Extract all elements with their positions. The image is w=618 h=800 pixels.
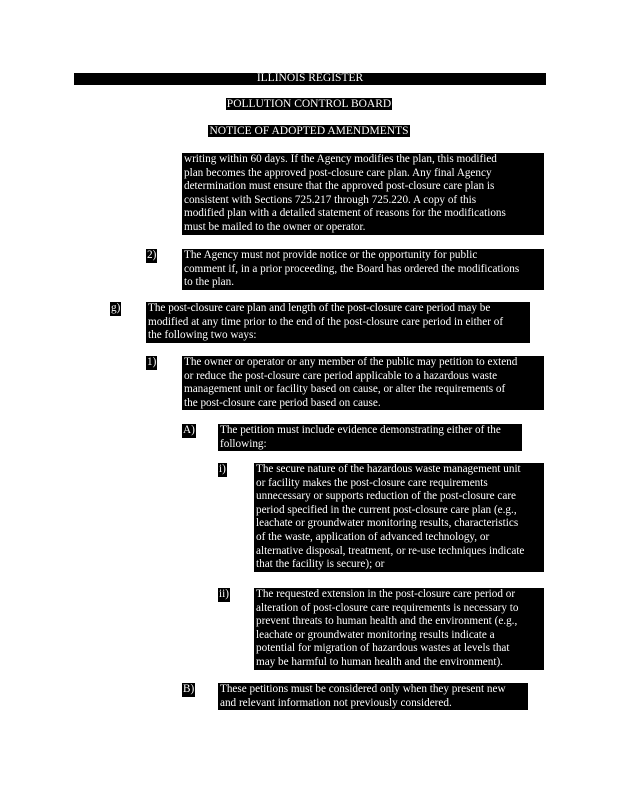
- text-line: The secure nature of the hazardous waste management unit: [256, 463, 521, 475]
- text-line: potential for migration of hazardous wastes at levels that: [256, 642, 510, 655]
- paragraph-1: [182, 356, 544, 410]
- text-line: or reduce the post-closure care period applicable to a hazardous waste: [184, 369, 498, 382]
- paragraph-a: [218, 424, 522, 451]
- text-line: writing within 60 days. If the Agency modifies the plan, this modified: [184, 153, 497, 165]
- text-line: that the facility is secure); or: [256, 558, 385, 571]
- paragraph-2: [182, 249, 544, 290]
- text-line: The Agency must not provide notice or the opportunity for public: [184, 249, 478, 261]
- text-line: or facility makes the post-closure care requirements: [256, 476, 488, 489]
- text-line: modified plan with a detailed statement of reasons for the modifications: [184, 207, 506, 220]
- text-line: consistent with Sections 725.217 through 725.220. A copy of this: [184, 193, 477, 206]
- text-line: modified at any time prior to the end of the post-closure care period in either of: [148, 315, 504, 328]
- text-line: The post-closure care plan and length of the post-closure care period may be: [148, 302, 491, 314]
- text-line: may be harmful to human health and the environment).: [256, 655, 503, 668]
- text-line: determination must ensure that the approved post-closure care plan is: [184, 180, 495, 193]
- register-title: ILLINOIS REGISTER: [256, 72, 364, 84]
- text-line: and relevant information not previously considered.: [220, 696, 452, 709]
- text-line: These petitions must be considered only when they present new: [220, 683, 506, 695]
- text-line: following:: [220, 437, 267, 450]
- text-line: to the plan.: [184, 276, 235, 289]
- item-label-i: i): [219, 463, 226, 475]
- text-line: leachate or groundwater monitoring results indicate a: [256, 628, 495, 641]
- item-label-1: 1): [147, 356, 157, 368]
- item-label-ii: ii): [219, 588, 229, 600]
- board-title: POLLUTION CONTROL BOARD: [226, 98, 392, 110]
- text-line: The owner or operator or any member of the public may petition to extend: [184, 356, 518, 368]
- paragraph-i: [254, 463, 544, 572]
- paragraph-g: [146, 302, 530, 343]
- text-line: plan becomes the approved post-closure care plan. Any final Agency: [184, 166, 492, 179]
- text-line: must be mailed to the owner or operator.: [184, 220, 366, 233]
- text-line: alternative disposal, treatment, or re-use techniques indicate: [256, 544, 525, 557]
- item-label-b: B): [183, 683, 195, 695]
- notice-title: NOTICE OF ADOPTED AMENDMENTS: [209, 125, 409, 137]
- text-line: the post-closure care period based on cause.: [184, 396, 381, 409]
- text-line: The requested extension in the post-closure care period or: [256, 588, 516, 600]
- notice-title-line: [0, 125, 618, 137]
- text-line: period specified in the current post-closure care plan (e.g.,: [256, 503, 517, 516]
- section-label-g: g): [111, 302, 121, 314]
- text-line: leachate or groundwater monitoring results, characteristics: [256, 517, 519, 530]
- paragraph-continuation: [182, 153, 544, 235]
- item-label-a: A): [183, 424, 195, 436]
- text-line: alteration of post-closure care requirements is necessary to: [256, 601, 519, 614]
- text-line: unnecessary or supports reduction of the post-closure care: [256, 490, 517, 503]
- register-header-bar: [74, 73, 546, 84]
- header-rule: [74, 84, 546, 85]
- text-line: the following two ways:: [148, 329, 257, 342]
- paragraph-b: [218, 683, 528, 710]
- text-line: comment if, in a prior proceeding, the Board has ordered the modifications: [184, 262, 520, 275]
- item-label-2: 2): [147, 249, 157, 261]
- text-line: management unit or facility based on cause, or alter the requirements of: [184, 383, 506, 396]
- text-line: prevent threats to human health and the environment (e.g.,: [256, 615, 518, 628]
- paragraph-ii: [254, 588, 544, 670]
- board-title-line: [0, 98, 618, 110]
- text-line: of the waste, application of advanced technology, or: [256, 530, 490, 543]
- text-line: The petition must include evidence demonstrating either of the: [220, 424, 501, 436]
